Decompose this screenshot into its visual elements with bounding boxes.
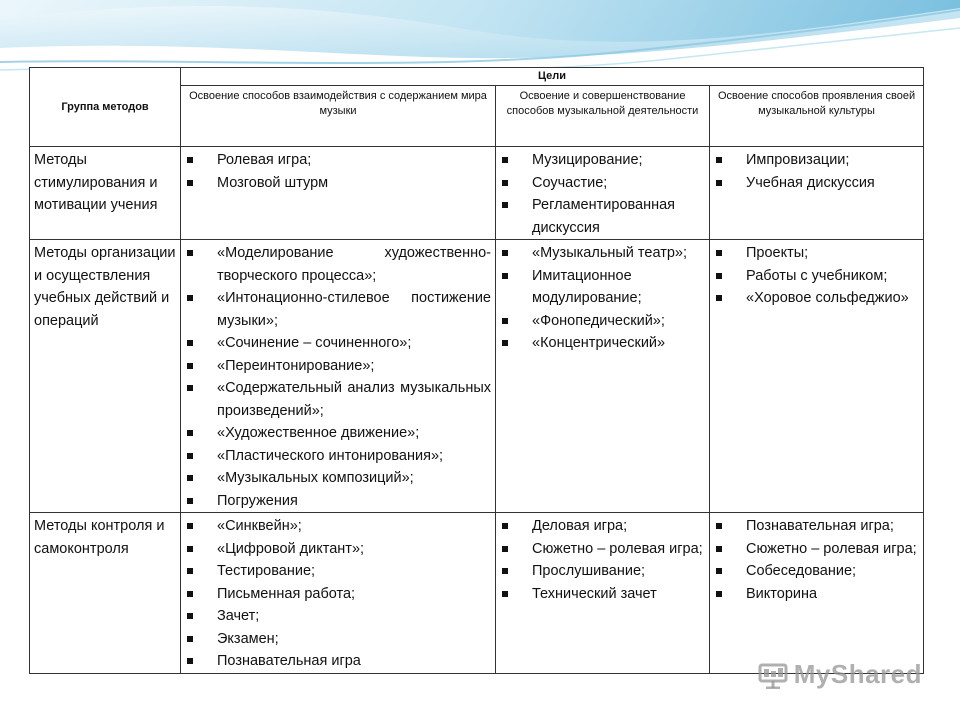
square-bullet-icon [502, 157, 508, 163]
list-item: Экзамен; [181, 628, 495, 651]
square-bullet-icon [187, 180, 193, 186]
square-bullet-icon [187, 475, 193, 481]
list-item: «Музыкальный театр»; [496, 242, 709, 265]
list-item: «Концентрический» [496, 332, 709, 355]
list-item: Познавательная игра; [710, 515, 923, 538]
goal-cell [496, 240, 710, 513]
square-bullet-icon [502, 523, 508, 529]
list-item: Соучастие; [496, 172, 709, 195]
square-bullet-icon [502, 568, 508, 574]
method-group-name: Методы стимулирования и мотивации учения [30, 147, 181, 240]
list-item: Собеседование; [710, 560, 923, 583]
table-row [30, 240, 924, 513]
square-bullet-icon [502, 591, 508, 597]
list-item: «Музыкальных композиций»; [181, 467, 495, 490]
presentation-icon [758, 661, 788, 689]
list-item: Сюжетно – ролевая игра; [496, 538, 709, 561]
header-goals: Цели [181, 68, 924, 86]
list-item: Регламентированная дискуссия [496, 194, 709, 239]
list-item: Тестирование; [181, 560, 495, 583]
goal-column-header: Освоение способов взаимодействия с содержанием мира музыки [181, 86, 496, 147]
list-item: «Интонационно-стилевое постижение музыки»; [181, 287, 495, 332]
square-bullet-icon [502, 273, 508, 279]
header-row-goals [30, 68, 924, 86]
square-bullet-icon [502, 180, 508, 186]
list-item: «Синквейн»; [181, 515, 495, 538]
square-bullet-icon [187, 250, 193, 256]
header-method-group: Группа методов [30, 68, 181, 147]
square-bullet-icon [716, 157, 722, 163]
watermark-text: MyShared [793, 659, 922, 689]
list-item: Технический зачет [496, 583, 709, 606]
list-item: «Переинтонирование»; [181, 355, 495, 378]
list-item: Познавательная игра [181, 650, 495, 673]
list-item: «Содержательный анализ музыкальных произведений»; [181, 377, 495, 422]
square-bullet-icon [187, 546, 193, 552]
square-bullet-icon [187, 363, 193, 369]
square-bullet-icon [502, 340, 508, 346]
list-item: «Фонопедический»; [496, 310, 709, 333]
goal-cell [710, 513, 924, 674]
square-bullet-icon [187, 453, 193, 459]
list-item: Ролевая игра; [181, 149, 495, 172]
list-item: Прослушивание; [496, 560, 709, 583]
method-group-name: Методы контроля и самоконтроля [30, 513, 181, 674]
goal-cell [181, 513, 496, 674]
list-item: Импровизации; [710, 149, 923, 172]
square-bullet-icon [716, 273, 722, 279]
square-bullet-icon [716, 546, 722, 552]
list-item: Проекты; [710, 242, 923, 265]
square-bullet-icon [716, 591, 722, 597]
square-bullet-icon [502, 318, 508, 324]
list-item: Мозговой штурм [181, 172, 495, 195]
square-bullet-icon [187, 295, 193, 301]
goal-column-header: Освоение способов проявления своей музыкальной культуры [710, 86, 924, 147]
list-item: Зачет; [181, 605, 495, 628]
square-bullet-icon [187, 523, 193, 529]
list-item: «Цифровой диктант»; [181, 538, 495, 561]
table-row [30, 147, 924, 240]
list-item: Викторина [710, 583, 923, 606]
square-bullet-icon [187, 340, 193, 346]
table-row [30, 513, 924, 674]
square-bullet-icon [187, 568, 193, 574]
square-bullet-icon [187, 430, 193, 436]
goal-cell [181, 147, 496, 240]
square-bullet-icon [502, 250, 508, 256]
watermark [758, 659, 922, 690]
goal-cell [181, 240, 496, 513]
square-bullet-icon [716, 568, 722, 574]
square-bullet-icon [716, 523, 722, 529]
list-item: Музицирование; [496, 149, 709, 172]
list-item: «Хоровое сольфеджио» [710, 287, 923, 310]
list-item: «Художественное движение»; [181, 422, 495, 445]
methods-table-container [29, 67, 923, 674]
methods-table [29, 67, 924, 674]
goal-cell [710, 240, 924, 513]
square-bullet-icon [716, 295, 722, 301]
square-bullet-icon [187, 658, 193, 664]
list-item: «Моделирование художественно-творческого процесса»; [181, 242, 495, 287]
list-item: Деловая игра; [496, 515, 709, 538]
list-item: «Пластического интонирования»; [181, 445, 495, 468]
goal-column-header: Освоение и совершенствование способов музыкальной деятельности [496, 86, 710, 147]
list-item: Имитационное модулирование; [496, 265, 709, 310]
list-item: Письменная работа; [181, 583, 495, 606]
square-bullet-icon [716, 180, 722, 186]
square-bullet-icon [187, 385, 193, 391]
method-group-name: Методы организации и осуществления учебных действий и операций [30, 240, 181, 513]
list-item: «Сочинение – сочиненного»; [181, 332, 495, 355]
square-bullet-icon [187, 498, 193, 504]
list-item: Работы с учебником; [710, 265, 923, 288]
goal-cell [496, 513, 710, 674]
square-bullet-icon [716, 250, 722, 256]
list-item: Погружения [181, 490, 495, 513]
square-bullet-icon [187, 157, 193, 163]
square-bullet-icon [187, 613, 193, 619]
goal-cell [710, 147, 924, 240]
list-item: Учебная дискуссия [710, 172, 923, 195]
square-bullet-icon [187, 636, 193, 642]
square-bullet-icon [187, 591, 193, 597]
square-bullet-icon [502, 546, 508, 552]
goal-cell [496, 147, 710, 240]
square-bullet-icon [502, 202, 508, 208]
list-item: Сюжетно – ролевая игра; [710, 538, 923, 561]
